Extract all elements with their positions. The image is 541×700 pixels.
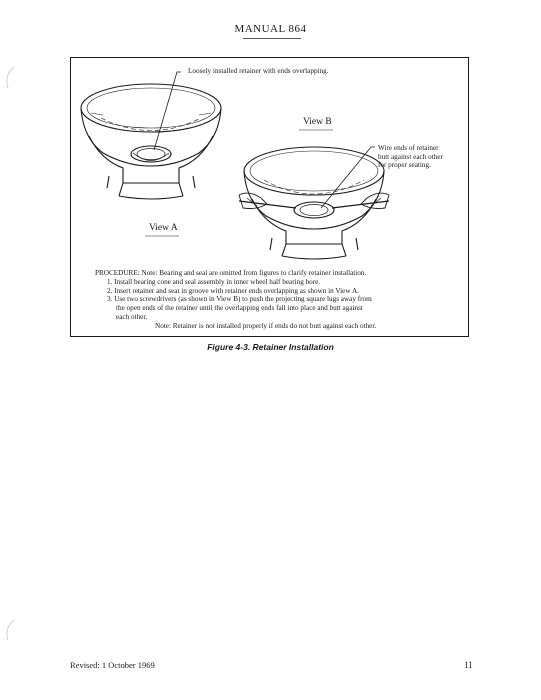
callout-wire-ends-line: butt against each other [378,152,443,161]
procedure-step: 1. Install bearing cone and seal assembly in inner wheel half bearing bore. [107,277,321,286]
page-number: 11 [464,660,473,670]
wheel-view-a [81,84,221,199]
revision-date: Revised: 1 October 1969 [70,660,155,670]
view-a-label: View A [149,223,178,233]
header-underline [243,38,301,39]
procedure-step: 2. Insert retainer and seat in groove with retainer ends overlapping as shown in View A. [107,286,359,295]
figure-caption: Figure 4-3. Retainer Installation [207,342,334,352]
callout-loose-retainer: Loosely installed retainer with ends overlapping. [188,67,329,75]
manual-header: MANUAL 864 [234,23,307,35]
view-b-label: View B [303,117,332,127]
procedure-step-continuation: the open ends of the retainer until the overlapping ends fall into place and butt against [116,304,363,313]
callout-wire-ends [378,144,443,170]
wheel-view-b [239,147,389,259]
callout-wire-ends-line: for proper seating. [378,161,431,170]
callout-wire-ends-line: Wire ends of retainer [378,144,439,152]
figure-frame [70,57,469,337]
procedure-final-note: Note: Retainer is not installed properly if ends do not butt against each other. [155,321,377,330]
procedure-step: 3. Use two screwdrivers (as shown in View B) to push the projecting square lugs away from [107,295,372,304]
procedure-intro: PROCEDURE: Note: Bearing and seal are omitted from figures to clarify retainer installation. [95,269,367,277]
procedure-step-continuation: each other. [116,312,148,321]
leader-line-right [321,147,375,208]
procedure-block [95,269,465,331]
